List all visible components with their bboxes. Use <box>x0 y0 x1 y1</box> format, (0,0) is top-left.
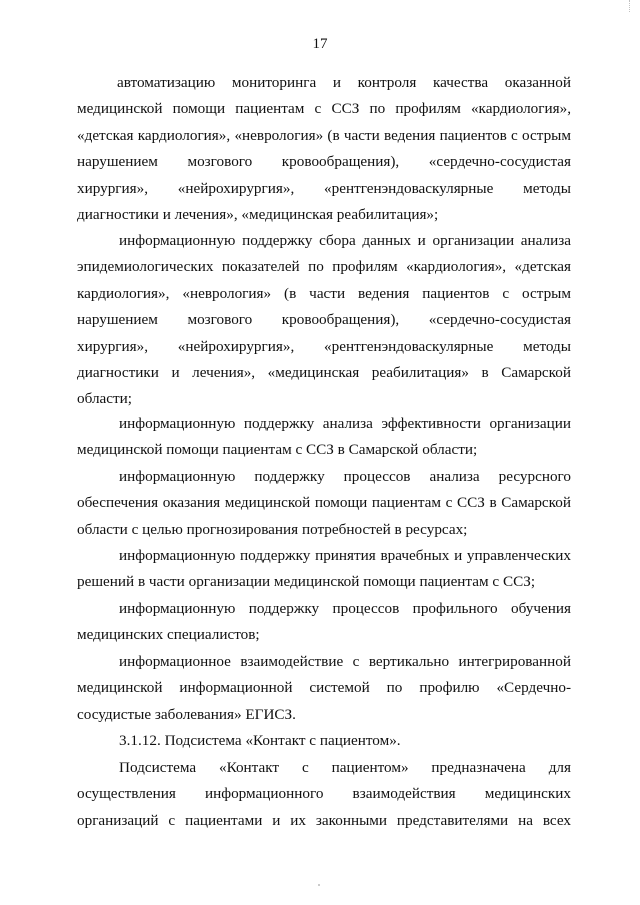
paragraph-3 <box>77 411 571 464</box>
text-line: медицинских специалистов; <box>77 626 260 644</box>
text-line: медицинской информационной системой по профилю «Сердечно- <box>77 679 571 697</box>
text-line: информационную поддержку анализа эффективности организации <box>119 415 571 432</box>
text-line: осуществления информационного взаимодействия медицинских <box>77 785 571 803</box>
paragraph-9 <box>77 755 571 834</box>
page-number: 17 <box>312 36 328 52</box>
text-line: информационную поддержку сбора данных и организации анализа <box>119 232 571 249</box>
section-heading <box>77 728 571 754</box>
paragraph-7 <box>77 649 571 728</box>
text-line: области; <box>77 390 132 408</box>
text-line: Подсистема «Контакт с пациентом» предназначена для <box>119 759 571 776</box>
text-line: медицинской помощи пациентам с ССЗ в Самарской области; <box>77 441 478 459</box>
paragraph-5 <box>77 543 571 596</box>
text-line: решений в части организации медицинской помощи пациентам с ССЗ; <box>77 573 536 591</box>
text-line: нарушением мозгового кровообращения), «сердечно-сосудистая <box>77 311 571 329</box>
text-line: информационное взаимодействие с вертикально интегрированной <box>119 653 571 670</box>
text-line: информационную поддержку принятия врачебных и управленческих <box>119 547 571 564</box>
text-line: организаций с пациентами и их законными представителями на всех <box>77 811 571 829</box>
scan-mark <box>629 0 638 12</box>
text-line: диагностики и лечения», «медицинская реабилитация»; <box>77 206 439 224</box>
text-line: информационную поддержку процессов анализа ресурсного <box>119 468 571 485</box>
text-line: информационную поддержку процессов профильного обучения <box>119 600 571 617</box>
text-line: «детская кардиология», «неврология» (в части ведения пациентов с острым <box>77 126 571 144</box>
paragraph-2 <box>77 228 571 413</box>
text-line: сосудистые заболевания» ЕГИСЗ. <box>77 705 296 723</box>
paragraph-4 <box>77 464 571 543</box>
paragraph-6 <box>77 596 571 649</box>
scan-speck <box>318 884 320 886</box>
paragraph-1 <box>77 70 571 228</box>
text-line: медицинской помощи пациентам с ССЗ по профилям «кардиология», <box>77 100 571 118</box>
text-line: диагностики и лечения», «медицинская реабилитация» в Самарской <box>77 364 571 382</box>
text-line: обеспечения оказания медицинской помощи пациентам с ССЗ в Самарской <box>77 494 571 512</box>
text-line: кардиология», «неврология» (в части ведения пациентов с острым <box>77 284 571 302</box>
text-line: эпидемиологических показателей по профилям «кардиология», «детская <box>77 258 571 276</box>
text-line: автоматизацию мониторинга и контроля качества оказанной <box>117 74 571 91</box>
text-line: хирургия», «нейрохирургия», «рентгенэндоваскулярные методы <box>77 179 571 197</box>
text-line: нарушением мозгового кровообращения), «сердечно-сосудистая <box>77 153 571 171</box>
text-line: области с целью прогнозирования потребностей в ресурсах; <box>77 520 468 538</box>
text-line: 3.1.12. Подсистема «Контакт с пациентом». <box>119 732 401 749</box>
text-line: хирургия», «нейрохирургия», «рентгенэндоваскулярные методы <box>77 337 571 355</box>
